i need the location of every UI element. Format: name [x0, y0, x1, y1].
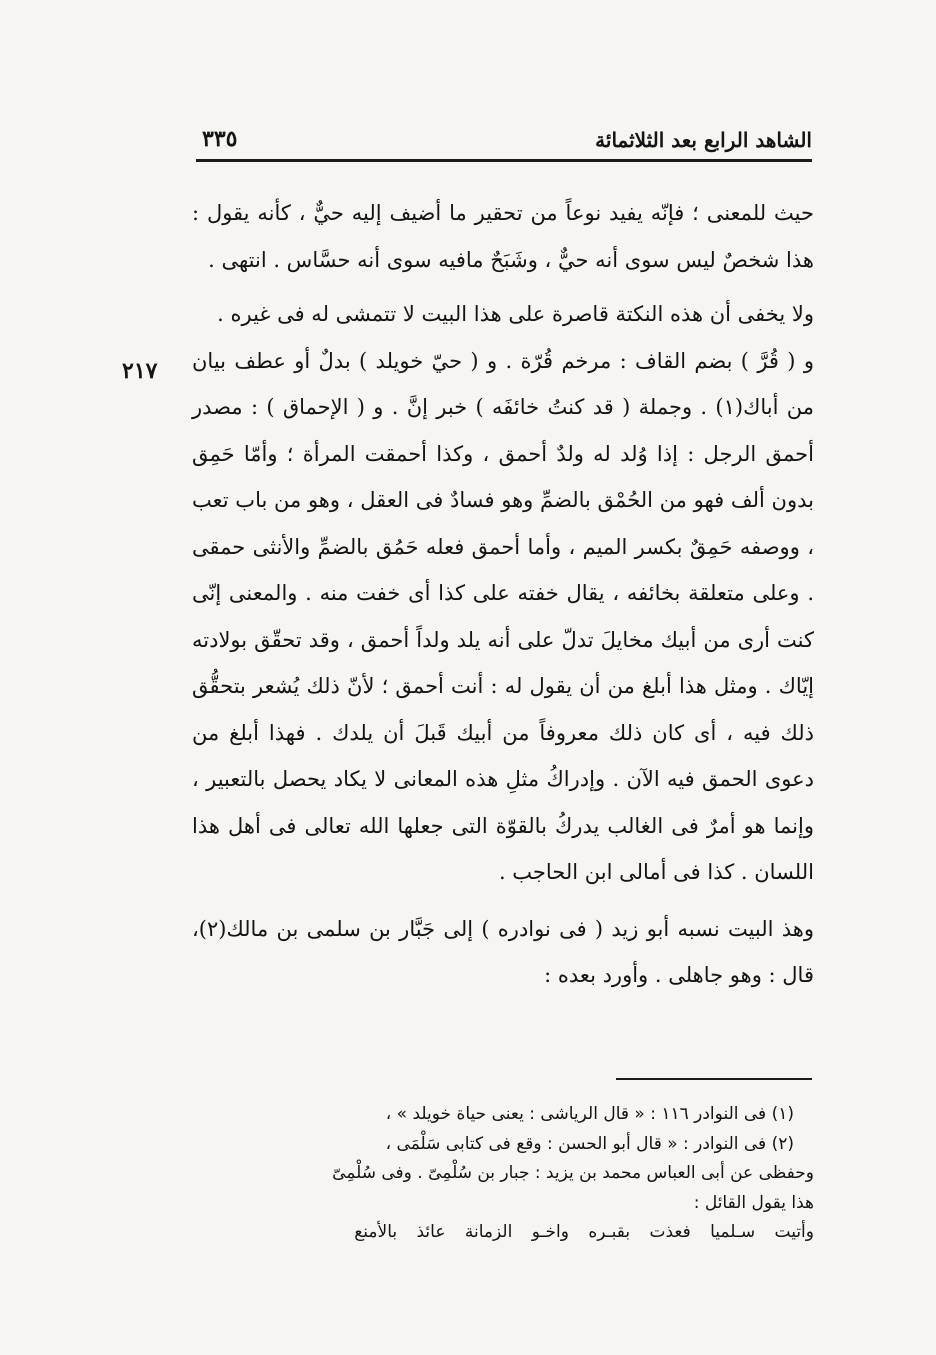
paragraph: حيث للمعنى ؛ فإنّه يفيد نوعاً من تحقير ما أضيف إليه حيٌّ ، كأنه يقول : هذا شخصٌ ليس سوى أنه حيٌّ ، وشَبَحٌ مافيه سوى أنه حسَّاس . انتهى .	[192, 201, 814, 272]
footnote-1: (١) فى النوادر ١١٦ : « قال الرياشى : يعنى حياة خويلد » ،	[385, 1104, 794, 1124]
footnote-2-continued: وحفظى عن أبى العباس محمد بن يزيد : جبار بن سُلْمِىّ . وفى سُلْمِىّ	[332, 1163, 814, 1183]
page-number: ٣٣٥	[202, 126, 238, 152]
header-rule	[196, 159, 812, 162]
footnote-rule	[616, 1078, 812, 1080]
paragraph: وهذ البيت نسبه أبو زيد ( فى نوادره ) إلى جَبَّار بن سلمى بن مالك(٢)، قال : وهو جاهلى . وأورد بعده :	[192, 916, 814, 987]
paragraph: ولا يخفى أن هذه النكتة قاصرة على هذا البيت لا تتمشى له فى غيره .	[217, 302, 814, 326]
footnote-2-continued: هذا يقول القائل :	[693, 1192, 814, 1213]
page-header	[196, 120, 812, 160]
paragraph: و ( قُرَّ ) بضم القاف : مرخم قُرّة . و ( حيّ خويلد ) بدلٌ أو عطف بيان من أباك(١) . وجملة ( قد كنتُ خائفَه ) خبر إنَّ . و ( الإحماق ) : مصدر أحمق الرجل : إذا وُلد له ولدٌ أحمق ، وكذا أحمقت المرأة ؛ وأمّا حَمِق بدون ألف فهو من الحُمْق بالضمِّ وهو فسادٌ فى العقل ، وهو من باب تعب ، ووصفه حَمِقٌ بكسر الميم ، وأما أحمق فعله حَمُق بالضمِّ والأنثى حمقى . وعلى متعلقة بخائفه ، يقال خفته على كذا أى خفت منه . والمعنى إنّى كنت أرى من أبيك مخايلَ تدلّ على أنه يلد ولداً أحمق ، وقد تحقّق بولادته إيّاك . ومثل هذا أبلغ من أن يقول له : أنت أحمق ؛ لأنّ ذلك يُشعر بتحقُّق ذلك فيه ، أى كان ذلك معروفاً من أبيك قَبلَ أن يلدك . فهذا أبلغ من دعوى الحمق فيه الآن . وإدراكُ مثلِ هذه المعانى لا يكاد يحصل بالتعبير ، وإنما هو أمرٌ فى الغالب يدركُ بالقوّة التى جعلها الله تعالى فى أهل هذا اللسان . كذا فى أمالى ابن الحاجب .	[192, 348, 815, 884]
running-title: الشاهد الرابع بعد الثلاثمائة	[595, 128, 812, 152]
verse-number: ٢١٧	[122, 358, 158, 384]
footnote-2: (٢) فى النوادر : « قال أبو الحسن : وقع فى كتابى سَلْمَى ،	[385, 1133, 794, 1154]
body-text	[192, 190, 814, 999]
footnotes	[192, 1100, 814, 1248]
footnote-verse: وأتيت سـلميا فعذت بقبـره واخـو الزمانة عائذ بالأمنع	[354, 1222, 814, 1242]
